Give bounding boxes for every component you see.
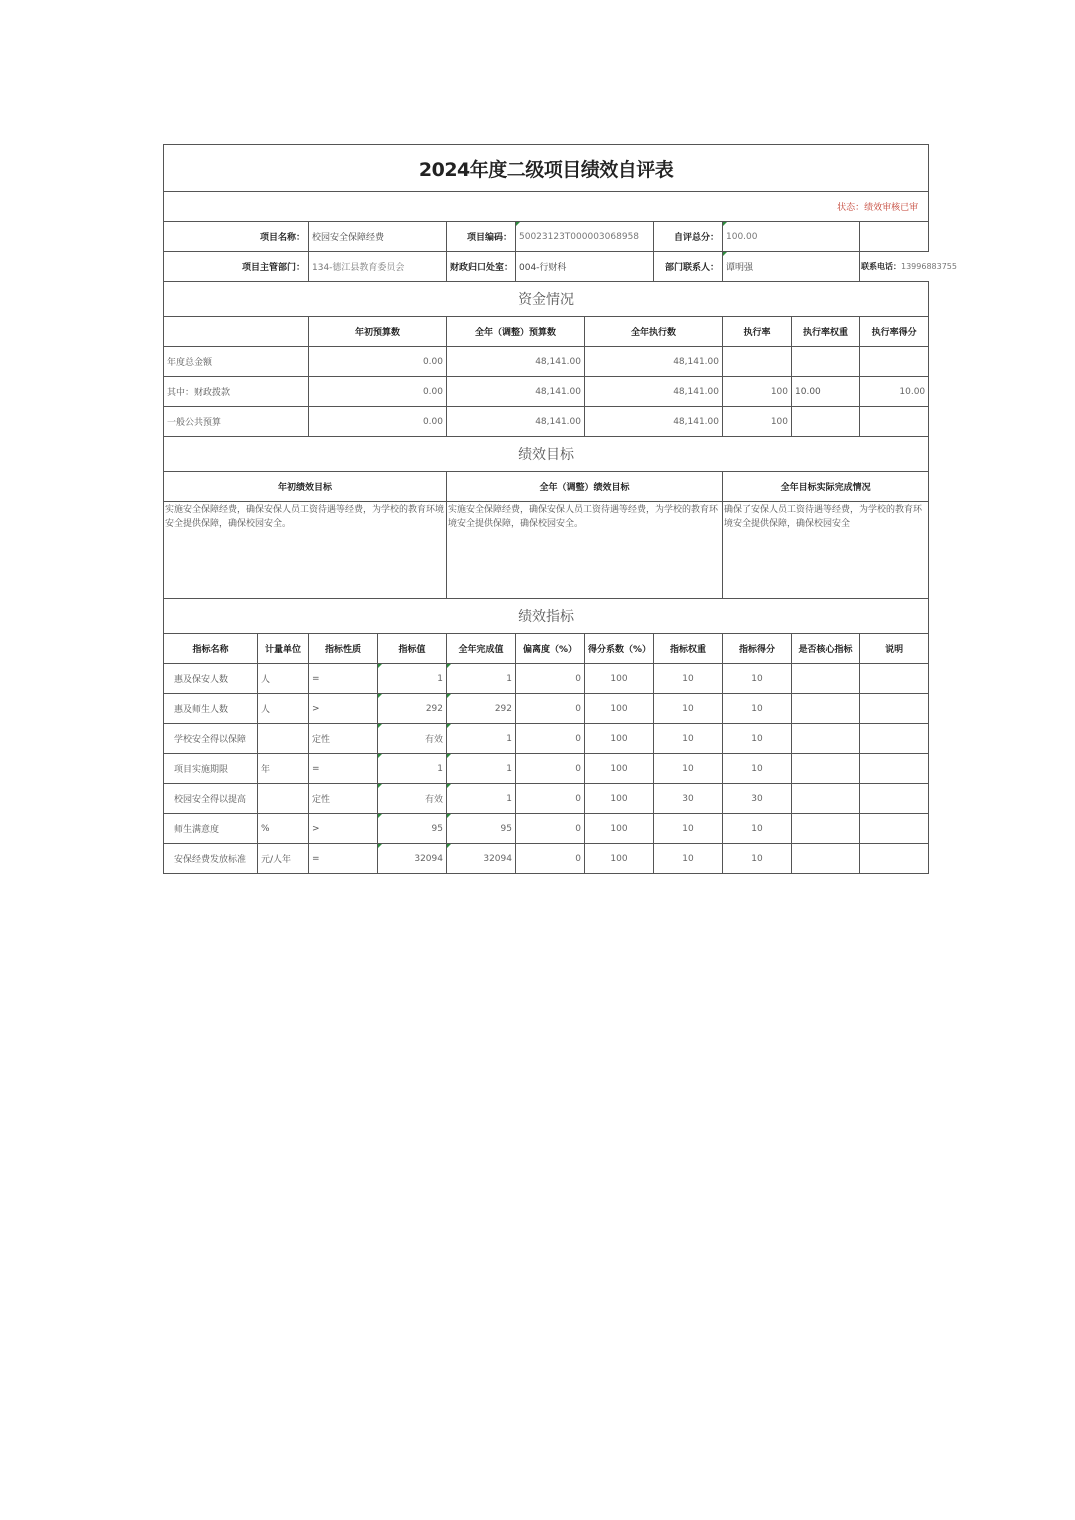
indicator-nature: = [309, 844, 378, 874]
indicator-unit [258, 784, 309, 814]
table-row [164, 754, 929, 784]
contact-value: 谭明强 [723, 252, 860, 282]
indicator-deviation: 0 [516, 664, 585, 694]
info-row-1 [164, 222, 929, 252]
funds-initial: 0.00 [309, 407, 447, 437]
ind-header: 是否核心指标 [792, 634, 860, 664]
indicator-core [792, 844, 860, 874]
table-row [164, 694, 929, 724]
funds-executed: 48,141.00 [585, 407, 723, 437]
indicator-deviation: 0 [516, 754, 585, 784]
funds-header-weight: 执行率权重 [792, 317, 860, 347]
ind-header: 指标名称 [164, 634, 258, 664]
indicator-core [792, 784, 860, 814]
indicator-weight: 10 [654, 814, 723, 844]
indicator-target: 32094 [378, 844, 447, 874]
indicator-name: 项目实施期限 [164, 754, 258, 784]
indicator-nature: 定性 [309, 724, 378, 754]
indicator-weight: 10 [654, 724, 723, 754]
self-score-value: 100.00 [723, 222, 860, 252]
indicator-name: 师生满意度 [164, 814, 258, 844]
funds-initial: 0.00 [309, 377, 447, 407]
phone-label-text: 联系电话： [861, 262, 901, 271]
funds-header-score: 执行率得分 [860, 317, 929, 347]
indicator-score: 30 [723, 784, 792, 814]
indicator-rows [164, 664, 929, 874]
table-row [164, 724, 929, 754]
ind-header: 得分系数（%） [585, 634, 654, 664]
goals-header-actual: 全年目标实际完成情况 [723, 472, 929, 502]
indicator-deviation: 0 [516, 844, 585, 874]
indicator-note [860, 844, 929, 874]
indicator-coefficient: 100 [585, 694, 654, 724]
indicator-unit [258, 724, 309, 754]
funds-row-name: 其中：财政拨款 [164, 377, 309, 407]
goal-actual-text: 确保了安保人员工资待遇等经费，为学校的教育环境安全提供保障，确保校园安全 [723, 502, 929, 599]
funds-initial: 0.00 [309, 347, 447, 377]
table-row [164, 844, 929, 874]
funds-score [860, 407, 929, 437]
indicator-target: 95 [378, 814, 447, 844]
indicator-name: 学校安全得以保障 [164, 724, 258, 754]
indicator-unit: 元/人年 [258, 844, 309, 874]
status-badge: 状态：绩效审核已审 [164, 192, 929, 222]
funds-rate: 100 [723, 407, 792, 437]
goals-header-row [164, 472, 929, 502]
indicator-coefficient: 100 [585, 664, 654, 694]
indicator-done: 1 [447, 754, 516, 784]
indicator-score: 10 [723, 664, 792, 694]
funds-section-title: 资金情况 [164, 282, 929, 317]
indicator-done: 1 [447, 664, 516, 694]
indicator-unit: % [258, 814, 309, 844]
evaluation-table [163, 144, 957, 874]
funds-executed: 48,141.00 [585, 347, 723, 377]
indicator-target: 292 [378, 694, 447, 724]
table-row [164, 664, 929, 694]
funds-header-adjusted: 全年（调整）预算数 [447, 317, 585, 347]
indicator-deviation: 0 [516, 694, 585, 724]
funds-weight [792, 347, 860, 377]
indicator-note [860, 814, 929, 844]
indicator-coefficient: 100 [585, 844, 654, 874]
indicator-target: 1 [378, 754, 447, 784]
indicator-coefficient: 100 [585, 814, 654, 844]
indicator-name: 校园安全得以提高 [164, 784, 258, 814]
funds-rate [723, 347, 792, 377]
indicator-deviation: 0 [516, 724, 585, 754]
goals-section-title: 绩效目标 [164, 437, 929, 472]
info-row-2 [164, 252, 929, 282]
indicator-unit: 人 [258, 664, 309, 694]
funds-row-name: 年度总金额 [164, 347, 309, 377]
indicator-note [860, 664, 929, 694]
indicator-weight: 10 [654, 694, 723, 724]
funds-adjusted: 48,141.00 [447, 347, 585, 377]
indicator-deviation: 0 [516, 814, 585, 844]
ind-header: 指标性质 [309, 634, 378, 664]
indicator-score: 10 [723, 724, 792, 754]
funds-adjusted: 48,141.00 [447, 377, 585, 407]
ind-header: 全年完成值 [447, 634, 516, 664]
indicator-weight: 10 [654, 844, 723, 874]
funds-header-rate: 执行率 [723, 317, 792, 347]
indicator-nature: > [309, 814, 378, 844]
indicator-target: 1 [378, 664, 447, 694]
phone-label [860, 252, 957, 282]
indicator-core [792, 814, 860, 844]
indicator-score: 10 [723, 754, 792, 784]
indicator-name: 惠及保安人数 [164, 664, 258, 694]
ind-header: 指标值 [378, 634, 447, 664]
indicator-score: 10 [723, 844, 792, 874]
indicator-core [792, 754, 860, 784]
indicator-nature: 定性 [309, 784, 378, 814]
ind-header: 说明 [860, 634, 929, 664]
funds-adjusted: 48,141.00 [447, 407, 585, 437]
indicator-note [860, 784, 929, 814]
project-code-label: 项目编码： [447, 222, 516, 252]
indicators-header-row [164, 634, 929, 664]
funds-executed: 48,141.00 [585, 377, 723, 407]
indicator-done: 32094 [447, 844, 516, 874]
indicator-done: 1 [447, 724, 516, 754]
funds-score [860, 347, 929, 377]
funds-rate: 100 [723, 377, 792, 407]
indicator-core [792, 724, 860, 754]
indicator-nature: = [309, 754, 378, 784]
indicator-coefficient: 100 [585, 784, 654, 814]
project-name-value: 校园安全保障经费 [309, 222, 447, 252]
project-name-label: 项目名称： [164, 222, 309, 252]
indicator-nature: > [309, 694, 378, 724]
funds-header-row [164, 317, 929, 347]
goal-adjusted-text: 实施安全保障经费，确保安保人员工资待遇等经费，为学校的教育环境安全提供保障，确保校园安全。 [447, 502, 723, 599]
table-row [164, 784, 929, 814]
goals-header-adjusted: 全年（调整）绩效目标 [447, 472, 723, 502]
indicator-target: 有效 [378, 784, 447, 814]
indicator-coefficient: 100 [585, 754, 654, 784]
goal-initial-text: 实施安全保障经费，确保安保人员工资待遇等经费，为学校的教育环境安全提供保障，确保校园安全。 [164, 502, 447, 599]
dept-value: 134-德江县教育委员会 [309, 252, 447, 282]
indicator-note [860, 724, 929, 754]
empty-cell [860, 222, 929, 252]
table-row [164, 814, 929, 844]
ind-header: 偏离度（%） [516, 634, 585, 664]
indicator-done: 1 [447, 784, 516, 814]
performance-evaluation-sheet [163, 144, 957, 874]
contact-label: 部门联系人： [654, 252, 723, 282]
indicator-name: 惠及师生人数 [164, 694, 258, 724]
ind-header: 指标得分 [723, 634, 792, 664]
phone-value: 13996883755 [901, 262, 957, 271]
page-title: 2024年度二级项目绩效自评表 [164, 145, 929, 192]
indicator-done: 95 [447, 814, 516, 844]
indicator-coefficient: 100 [585, 724, 654, 754]
ind-header: 计量单位 [258, 634, 309, 664]
funds-header-initial: 年初预算数 [309, 317, 447, 347]
goals-content-row [164, 502, 929, 599]
funds-header-blank [164, 317, 309, 347]
indicator-core [792, 664, 860, 694]
project-code-value: 50023123T000003068958 [516, 222, 654, 252]
funds-weight: 10.00 [792, 377, 860, 407]
funds-row-general [164, 407, 929, 437]
indicator-weight: 10 [654, 754, 723, 784]
indicator-name: 安保经费发放标准 [164, 844, 258, 874]
indicator-unit: 人 [258, 694, 309, 724]
indicator-weight: 30 [654, 784, 723, 814]
finance-value: 004-行财科 [516, 252, 654, 282]
indicator-deviation: 0 [516, 784, 585, 814]
funds-row-total [164, 347, 929, 377]
ind-header: 指标权重 [654, 634, 723, 664]
indicator-score: 10 [723, 814, 792, 844]
goals-header-initial: 年初绩效目标 [164, 472, 447, 502]
finance-label: 财政归口处室： [447, 252, 516, 282]
funds-header-executed: 全年执行数 [585, 317, 723, 347]
indicators-section-title: 绩效指标 [164, 599, 929, 634]
funds-score: 10.00 [860, 377, 929, 407]
self-score-label: 自评总分： [654, 222, 723, 252]
funds-row-name: 一般公共预算 [164, 407, 309, 437]
indicator-nature: = [309, 664, 378, 694]
indicator-score: 10 [723, 694, 792, 724]
indicator-target: 有效 [378, 724, 447, 754]
indicator-note [860, 694, 929, 724]
dept-label: 项目主管部门： [164, 252, 309, 282]
indicator-note [860, 754, 929, 784]
indicator-weight: 10 [654, 664, 723, 694]
funds-weight [792, 407, 860, 437]
indicator-core [792, 694, 860, 724]
funds-row-fiscal [164, 377, 929, 407]
indicator-done: 292 [447, 694, 516, 724]
indicator-unit: 年 [258, 754, 309, 784]
